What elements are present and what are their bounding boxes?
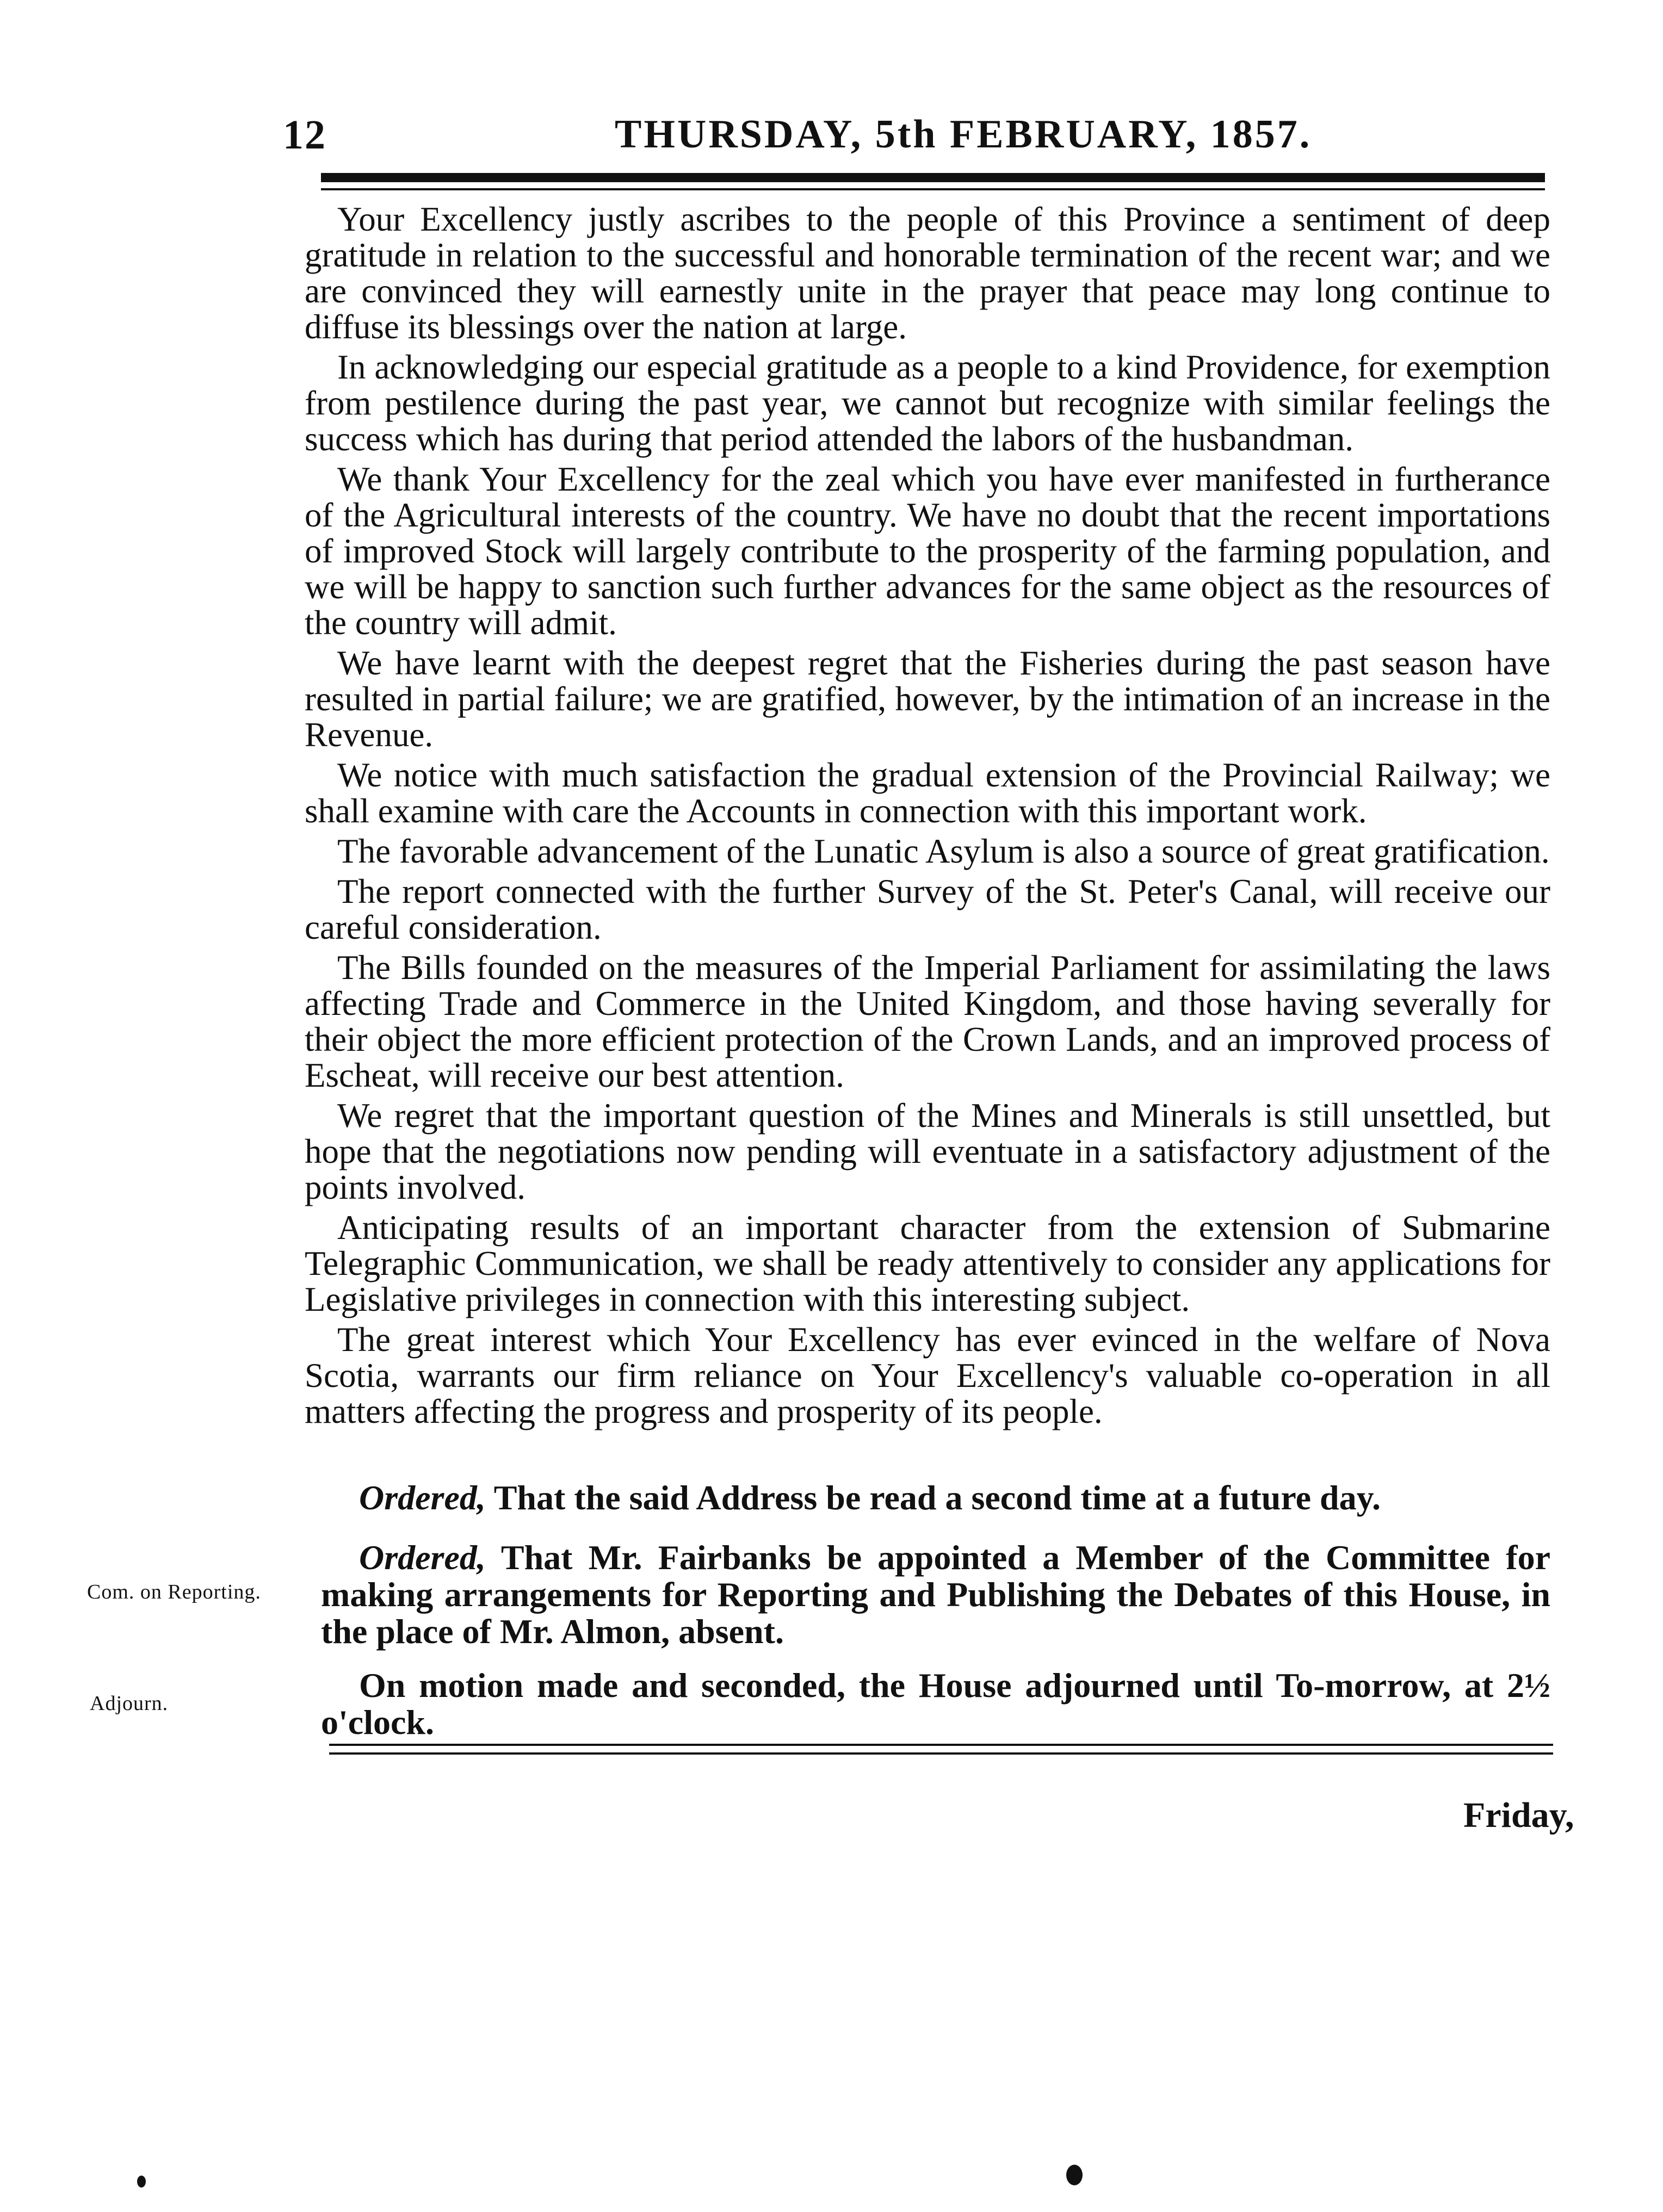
page-number: 12: [283, 112, 326, 158]
motion-committee: [321, 1539, 1550, 1650]
footer-rule-lower: [329, 1752, 1553, 1755]
motion-lead: Ordered,: [359, 1478, 486, 1517]
paragraph-war-gratitude: Your Excellency justly ascribes to the people of this Province a sentiment of deep gratitude in relation to the successful and honorable termination of the recent war; and we are convinced they will earnestly unite in the prayer that peace may long continue to diffuse its blessings over the nation at large.: [305, 200, 1550, 346]
ink-speck: [1066, 2165, 1083, 2185]
paragraph-fisheries: We have learnt with the deepest regret that the Fisheries during the past season have resulted in partial failure; we are gratified, however, by the intimation of an increase in the Revenue.: [305, 644, 1550, 754]
footer-rule-upper: [329, 1744, 1553, 1746]
motion-lead: Ordered,: [359, 1538, 486, 1577]
paragraph-pestilence: In acknowledging our especial gratitude as a people to a kind Providence, for exemption from pestilence during the past year, we cannot but recognize with similar feelings the success which has during that period attended the labors of the husbandman.: [305, 348, 1550, 458]
paragraph-canal: The report connected with the further Survey of the St. Peter's Canal, will receive our careful consideration.: [305, 872, 1550, 946]
paragraph-asylum: The favorable advancement of the Lunatic Asylum is also a source of great gratification.: [337, 832, 1550, 870]
running-title: THURSDAY, 5th FEBRUARY, 1857.: [615, 112, 1312, 157]
header-rule-thick: [321, 173, 1545, 182]
paragraph-nova-scotia: The great interest which Your Excellency has ever evinced in the welfare of Nova Scotia, warrants our firm reliance on Your Excellency's valuable co-operation in all matters affecting the progress and prosperity of its people.: [305, 1321, 1550, 1430]
motion-adjourn: On motion made and seconded, the House adjourned until To-morrow, at 2½ o'clock.: [321, 1666, 1550, 1742]
ink-speck: [137, 2176, 146, 2188]
page-header: [283, 111, 1556, 171]
motion-text: That the said Address be read a second time at a future day.: [485, 1478, 1381, 1517]
paragraph-mines: We regret that the important question of the Mines and Minerals is still unsettled, but hope that the negotiations now pending will eventuate in a satisfactory adjustment of the points involved.: [305, 1096, 1550, 1206]
margin-note-reporting: Com. on Reporting.: [87, 1581, 261, 1603]
header-rule-thin: [321, 188, 1545, 190]
catchword: Friday,: [1463, 1795, 1574, 1835]
address-body: [305, 201, 1550, 1429]
paragraph-railway: We notice with much satisfaction the gradual extension of the Provincial Railway; we shall examine with care the Accounts in connection with this important work.: [305, 756, 1550, 830]
motion-text: That Mr. Fairbanks be appointed a Member of the Committee for making arrangements for Reporting and Publishing the Debates of this House, in the place of Mr. Almon, absent.: [321, 1538, 1550, 1651]
paragraph-bills: The Bills founded on the measures of the Imperial Parliament for assimilating the laws affecting Trade and Commerce in the United Kingdom, and those having severally for their object the more efficient protection of the Crown Lands, and an improved process of Escheat, will receive our best attention.: [305, 949, 1550, 1094]
paragraph-agriculture: We thank Your Excellency for the zeal which you have ever manifested in furtherance of the Agricultural interests of the country. We have no doubt that the recent importations of improved Stock will largely contribute to the prosperity of the farming population, and we will be happy to sanction such further advances for the same object as the resources of the country will admit.: [305, 460, 1550, 642]
paragraph-telegraph: Anticipating results of an important character from the extension of Submarine Telegraphic Communication, we shall be ready attentively to consider any applications for Legislative privileges in connection with this interesting subject.: [305, 1209, 1550, 1318]
margin-note-adjourn: Adjourn.: [90, 1692, 169, 1715]
motion-second-reading: [321, 1479, 1550, 1516]
